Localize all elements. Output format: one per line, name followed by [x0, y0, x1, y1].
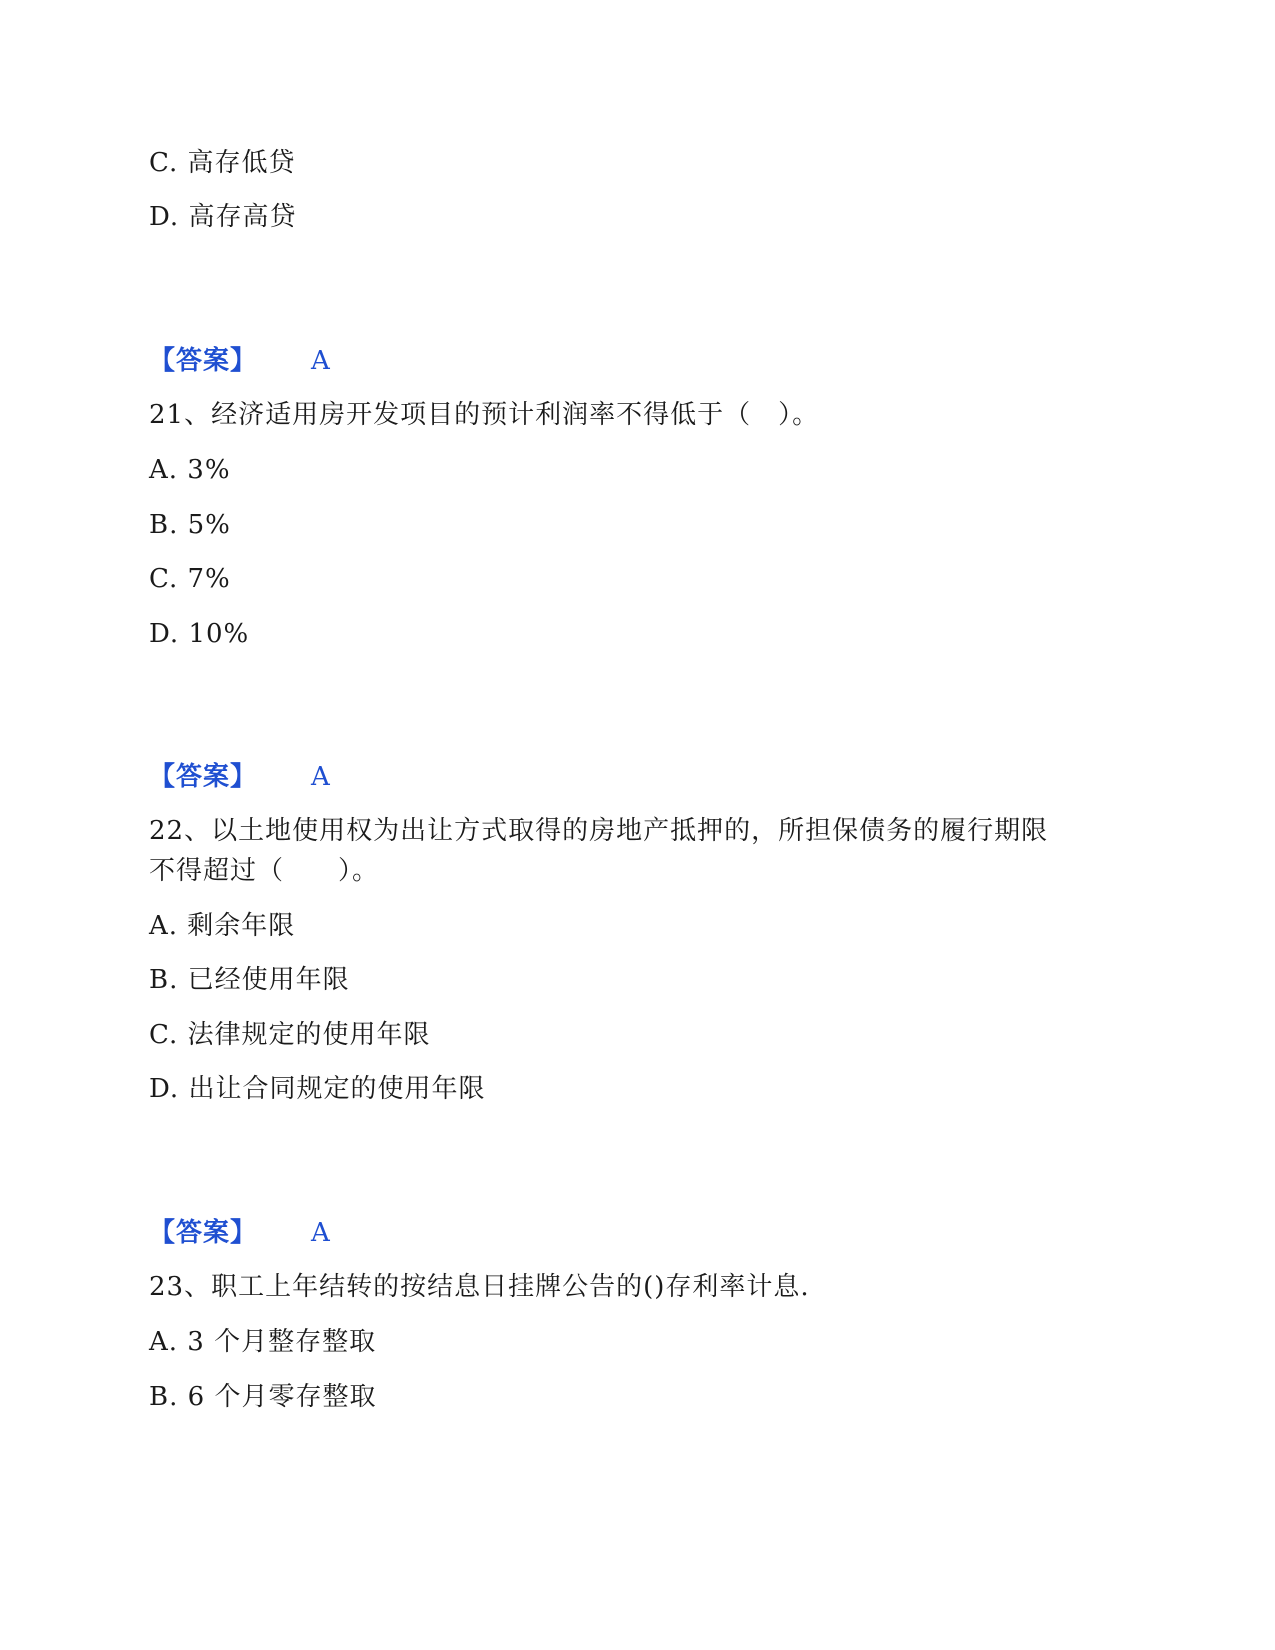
q20-option-c: C. 高存低贷: [149, 148, 296, 178]
q20-option-d: D. 高存高贷: [149, 202, 297, 232]
q22-option-d: D. 出让合同规定的使用年限: [149, 1074, 486, 1104]
answer-label: 【答案】: [149, 1218, 258, 1248]
q22-option-b: B. 已经使用年限: [149, 965, 350, 995]
q23-option-b: B. 6 个月零存整取: [149, 1382, 377, 1412]
q21-stem: 21、经济适用房开发项目的预计利润率不得低于（ ）。: [149, 400, 820, 430]
q21-option-b: B. 5%: [149, 510, 231, 540]
answer-value: A: [311, 346, 330, 376]
q21-option-d: D. 10%: [149, 619, 250, 649]
answer-value: A: [311, 762, 330, 792]
q21-option-a: A. 3%: [149, 455, 231, 485]
q22-stem-line1: 22、以土地使用权为出让方式取得的房地产抵押的，所担保债务的履行期限: [149, 816, 1049, 846]
q23-stem: 23、职工上年结转的按结息日挂牌公告的()存利率计息.: [149, 1272, 810, 1302]
q21-answer: [149, 757, 330, 797]
q22-stem-line2: 不得超过（ ）。: [149, 856, 380, 886]
q22-option-a: A. 剩余年限: [149, 911, 296, 941]
answer-label: 【答案】: [149, 762, 258, 792]
answer-label: 【答案】: [149, 346, 258, 376]
q23-option-a: A. 3 个月整存整取: [149, 1327, 377, 1357]
q22-answer: [149, 1213, 330, 1253]
answer-value: A: [311, 1218, 330, 1248]
q20-answer: [149, 341, 330, 381]
q21-option-c: C. 7%: [149, 564, 231, 594]
q22-option-c: C. 法律规定的使用年限: [149, 1020, 431, 1050]
